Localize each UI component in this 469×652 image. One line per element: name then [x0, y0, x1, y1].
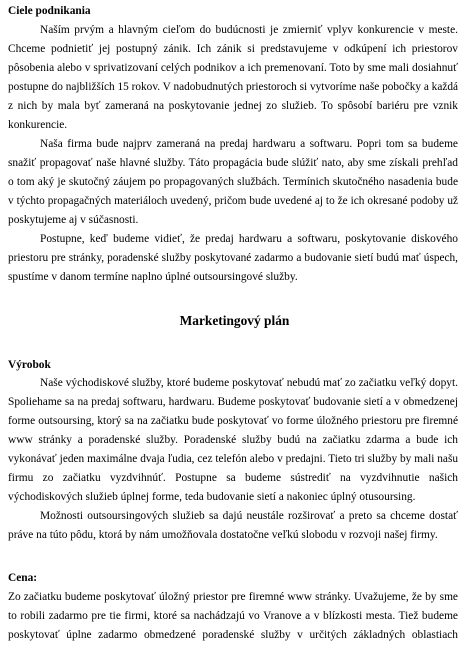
section-heading-ciele: Ciele podnikania — [8, 5, 91, 17]
paragraph-line: spustíme v danom termíne naplno úplné outsoursingové služby. — [8, 271, 298, 283]
paragraph-line: práve na túto pôdu, ktorá by nám umožňovala dostatočne veľkú slobodu v rozvoji našej firmy. — [8, 529, 438, 541]
paragraph-line: východiskových služieb úplnej forme, teda budovanie sietí a nakoniec úplný otusoursing. — [8, 491, 416, 503]
page-title: Marketingový plán — [179, 313, 290, 328]
paragraph-line: www stránky a poradenské služby. Poradenské služby budú na začiatku zdarma a bude ich — [8, 434, 458, 446]
paragraph-line: firmu zo začiatku vyzdvihnúť. Postupne sa budeme sústrediť na vyzdvihnutie našich — [8, 472, 458, 484]
paragraph-line: to robili zadarmo pre tie firmi, ktoré sa nachádzajú vo Vranove a v blízkosti mesta. Tiež budeme — [8, 610, 458, 622]
section-heading-vyrobok: Výrobok — [8, 359, 51, 371]
paragraph-line: z nich by mala byť zameraná na poskytovanie jednej zo služieb. To spôsobí bariéru pre vznik — [8, 100, 458, 112]
paragraph-line: Postupne, keď budeme vidieť, že predaj hardwaru a softwaru, poskytovanie diskového — [40, 233, 458, 245]
paragraph-line: pôsobenia alebo v sprivatizovaní celých podnikov a ich premenovaní. Toto by sme mali dosiahnuť — [8, 62, 458, 74]
paragraph-line: vykonávať jeden maximálne dvaja ľudia, cez telefón alebo v predajni. Tieto tri služby by mali našu — [8, 453, 458, 465]
paragraph-line: poskytovať úplne zadarmo obmedzené poradenské služby v určitých základných oblastiach — [8, 629, 458, 641]
paragraph-line: postupne do najbližších 15 rokov. V nadobudnutých priestoroch si vytvoríme naše pobočky a každá — [8, 81, 459, 93]
paragraph-line: Naša firma bude najprv zameraná na predaj hardwaru a softwaru. Popri tom sa budeme — [40, 138, 458, 150]
paragraph-line: Možnosti outsoursingových služieb sa dajú neustále rozširovať a preto sa chceme dostať — [40, 510, 458, 522]
paragraph-line: Spoliehame sa na predaj softwaru, hardwaru. Budeme poskytovať budovanie sietí a v obmedzenej — [8, 396, 458, 408]
paragraph-line: Zo začiatku budeme poskytovať úložný priestor pre firemné www stránky. Uvažujeme, že by sme — [8, 591, 458, 603]
paragraph-line: poskytujeme aj v súčasnosti. — [8, 214, 139, 226]
section-heading-cena: Cena: — [8, 572, 38, 584]
paragraph-line: Naše východiskové služby, ktoré budeme poskytovať nebudú mať zo začiatku veľký dopyt. — [40, 377, 458, 389]
paragraph-line: priestoru pre stránky, poradenské služby poskytované zadarmo a budovanie sietí budú mať úspech, — [8, 252, 458, 264]
paragraph-line: v týchto propagačných materiáloch uvedený, pričom bude uvedené aj to že ich okresané podoby už — [8, 195, 458, 207]
paragraph-line: snažiť propagovať naše hlavné služby. Táto propagácia bude slúžiť nato, aby sme získali prehľad — [8, 157, 458, 169]
paragraph-line: Chceme podnietiť jej postupný zánik. Ich zánik si predstavujeme v odkúpení ich priestorov — [8, 43, 458, 55]
paragraph-line: o tom aký je skutočný záujem po propagovaných službách. Termínich skutočného nasadenia bude — [8, 176, 458, 188]
paragraph-line: forme outsoursing, ktorý sa na začiatku bude poskytovať vo forme úložného priestoru pre firemné — [8, 415, 458, 427]
paragraph-line: Naším prvým a hlavným cieľom do budúcnosti je zmierniť vplyv konkurencie v meste. — [40, 24, 458, 36]
paragraph-line: konkurencie. — [8, 119, 68, 131]
